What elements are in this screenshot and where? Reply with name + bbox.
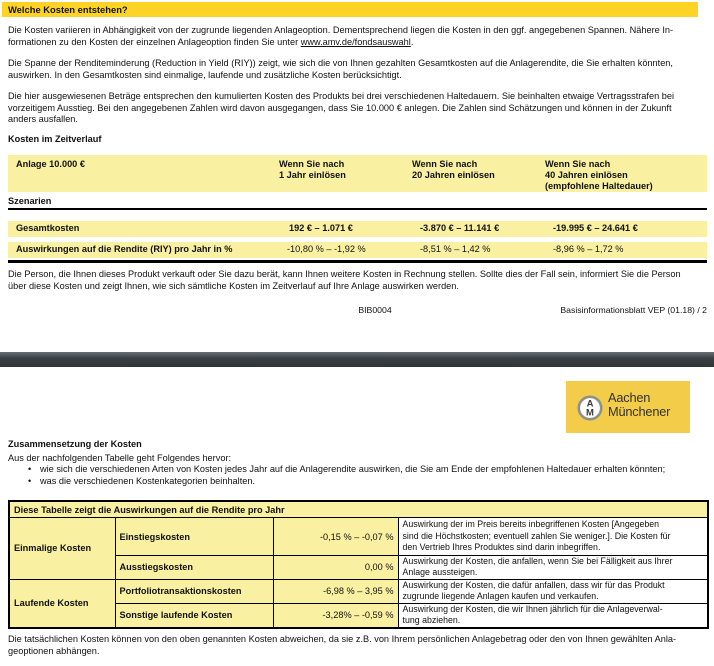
riy-row: [8, 242, 707, 258]
szenarien-label: Szenarien: [8, 196, 52, 206]
paragraph-text: .: [410, 36, 414, 47]
paragraph-tatsaechliche-kosten: Die tatsächlichen Kosten können von den oben genannten Kosten abweichen, da sie z.B. von Ihrem persönlichen Anlagebetrag oder den von Ihnen gewählten Anla- geoptionen abhängen.: [8, 634, 677, 656]
cost-item-value: -0,15 % – -0,07 %: [273, 518, 398, 556]
riy-40-jahre: -8,96 % – 1,72 %: [553, 244, 624, 254]
bullet-icon: •: [28, 476, 32, 486]
aachen-muenchener-logo: [566, 381, 690, 433]
paragraph-text: Die Kosten variieren in Abhängigkeit von der zugrunde liegenden Anlageoption. Dementsprechend liegen die Kosten in den ggf. angegebenen Spannen. Nähere In- formationen zu den Kosten der einzelnen Anlageoption finden Sie unter: [8, 25, 674, 47]
cost-item-name: Ausstiegskosten: [115, 556, 273, 580]
section-header-bar: [2, 2, 698, 17]
section-header-title: Welche Kosten entstehen?: [8, 4, 128, 15]
column-header-20-jahre: Wenn Sie nach 20 Jahren einlösen: [412, 159, 495, 180]
paragraph-renditeminderung: Die Spanne der Renditeminderung (Reduction in Yield (RIY)) zeigt, wie sich die von Ihnen gezahlten Gesamtkosten auf die Anlagerendite, die Sie erhalten könnten, auswirken. In den Gesamtkosten sind einmalige, laufende und zusätzliche Kosten berücksichtigt.: [8, 58, 673, 80]
intro-line: Aus der nachfolgenden Tabelle geht Folgendes hervor:: [8, 453, 232, 463]
gesamtkosten-1-jahr: 192 € – 1.071 €: [289, 223, 353, 233]
cost-item-description: Auswirkung der Kosten, die wir Ihnen jährlich für die Anlageverwal- tung abziehen.: [398, 603, 708, 628]
column-header-40-jahre: Wenn Sie nach 40 Jahren einlösen (empfohlene Haltedauer): [545, 159, 653, 191]
riy-label: Auswirkungen auf die Rendite (RIY) pro Jahr in %: [16, 244, 233, 254]
cost-item-description: Auswirkung der im Preis bereits inbegriffenen Kosten [Angegeben sind die Höchstkosten; eventuell zahlen Sie weniger.]. Die Kosten für den Vertrieb Ihres Produktes sind darin inbegriffen.: [398, 518, 708, 556]
zeitverlauf-bottom-rule: [8, 260, 707, 263]
gesamtkosten-40-jahre: -19.995 € – 24.641 €: [553, 223, 638, 233]
kosten-table-header: Diese Tabelle zeigt die Auswirkungen auf die Rendite pro Jahr: [9, 501, 708, 518]
fondsauswahl-link[interactable]: www.amv.de/fondsauswahl: [300, 36, 411, 47]
cost-item-value: -3,28% – -0,59 %: [273, 603, 398, 628]
svg-text:M: M: [586, 407, 594, 419]
gesamtkosten-20-jahre: -3.870 € – 11.141 €: [420, 223, 500, 233]
gesamtkosten-label: Gesamtkosten: [16, 223, 80, 233]
cost-item-name: Sonstige laufende Kosten: [115, 603, 273, 628]
szenarien-divider: [8, 208, 707, 210]
riy-20-jahre: -8,51 % – 1,42 %: [420, 244, 491, 254]
zeitverlauf-header-row: [8, 155, 707, 192]
paragraph-weitere-kosten: Die Person, die Ihnen dieses Produkt verkauft oder Sie dazu berät, kann Ihnen weitere Kosten in Rechnung stellen. Sollte dies der Fall sein, informiert Sie die Person über diese Kosten und zeigt Ihnen, wie sich sämtliche Kosten im Zeitverlauf auf Ihre Anlage auswirken werden.: [8, 269, 681, 291]
svg-text:A: A: [586, 398, 594, 410]
bullet-text: wie sich die verschiedenen Arten von Kosten jedes Jahr auf die Anlagerendite auswirken, die Sie am Ende der empfohlenen Haltedauer erhalten könnten;: [40, 464, 666, 474]
cost-item-value: -6,98 % – 3,95 %: [273, 579, 398, 603]
logo-line-2: Münchener: [608, 403, 671, 419]
anlage-label: Anlage 10.000 €: [16, 159, 85, 169]
logo-wordmark: [608, 391, 670, 418]
cost-group-laufende: Laufende Kosten: [9, 579, 115, 628]
document-code: BIB0004: [358, 305, 392, 315]
kosten-aufschluesselung-table: [8, 500, 707, 629]
cost-item-description: Auswirkung der Kosten, die dafür anfallen, dass wir für das Produkt zugrunde liegende Anlagen kaufen und verkaufen.: [398, 579, 708, 603]
paragraph-kosten-variieren: [8, 25, 708, 48]
zeitverlauf-table-title: Kosten im Zeitverlauf: [8, 134, 102, 144]
logo-line-1: Aachen: [608, 390, 651, 405]
column-header-1-jahr: Wenn Sie nach 1 Jahr einlösen: [279, 159, 346, 180]
document-footer-label: Basisinformationsblatt VEP (01.18) / 2: [560, 305, 707, 315]
zusammensetzung-title: Zusammensetzung der Kosten: [8, 439, 142, 449]
cost-item-value: 0,00 %: [273, 556, 398, 580]
cost-item-name: Einstiegskosten: [115, 518, 273, 556]
riy-1-jahr: -10,80 % – -1,92 %: [287, 244, 366, 254]
cost-item-description: Auswirkung der Kosten, die anfallen, wenn Sie bei Fälligkeit aus Ihrer Anlage aussteigen.: [398, 556, 708, 580]
bullet-text: was die verschiedenen Kostenkategorien beinhalten.: [40, 476, 256, 486]
cost-item-name: Portfoliotransaktionskosten: [115, 579, 273, 603]
logo-emblem-icon: [577, 395, 603, 421]
page-separator-bar: [0, 352, 714, 367]
gesamtkosten-row: [8, 221, 707, 237]
paragraph-kumulierte-kosten: Die hier ausgewiesenen Beträge entsprechen den kumulierten Kosten des Produkts bei drei verschiedenen Haltedauern. Sie beinhalten etwaige Vertragsstrafen bei vorzeitigem Ausstieg. Bei den angegebenen Zahlen wird davon ausgegangen, dass Sie 10.000 € anlegen. Die Zahlen sind Schätzungen und können in der Zukunft anders ausfallen.: [8, 91, 674, 125]
bullet-icon: •: [28, 464, 32, 474]
cost-group-einmalige: Einmalige Kosten: [9, 518, 115, 580]
